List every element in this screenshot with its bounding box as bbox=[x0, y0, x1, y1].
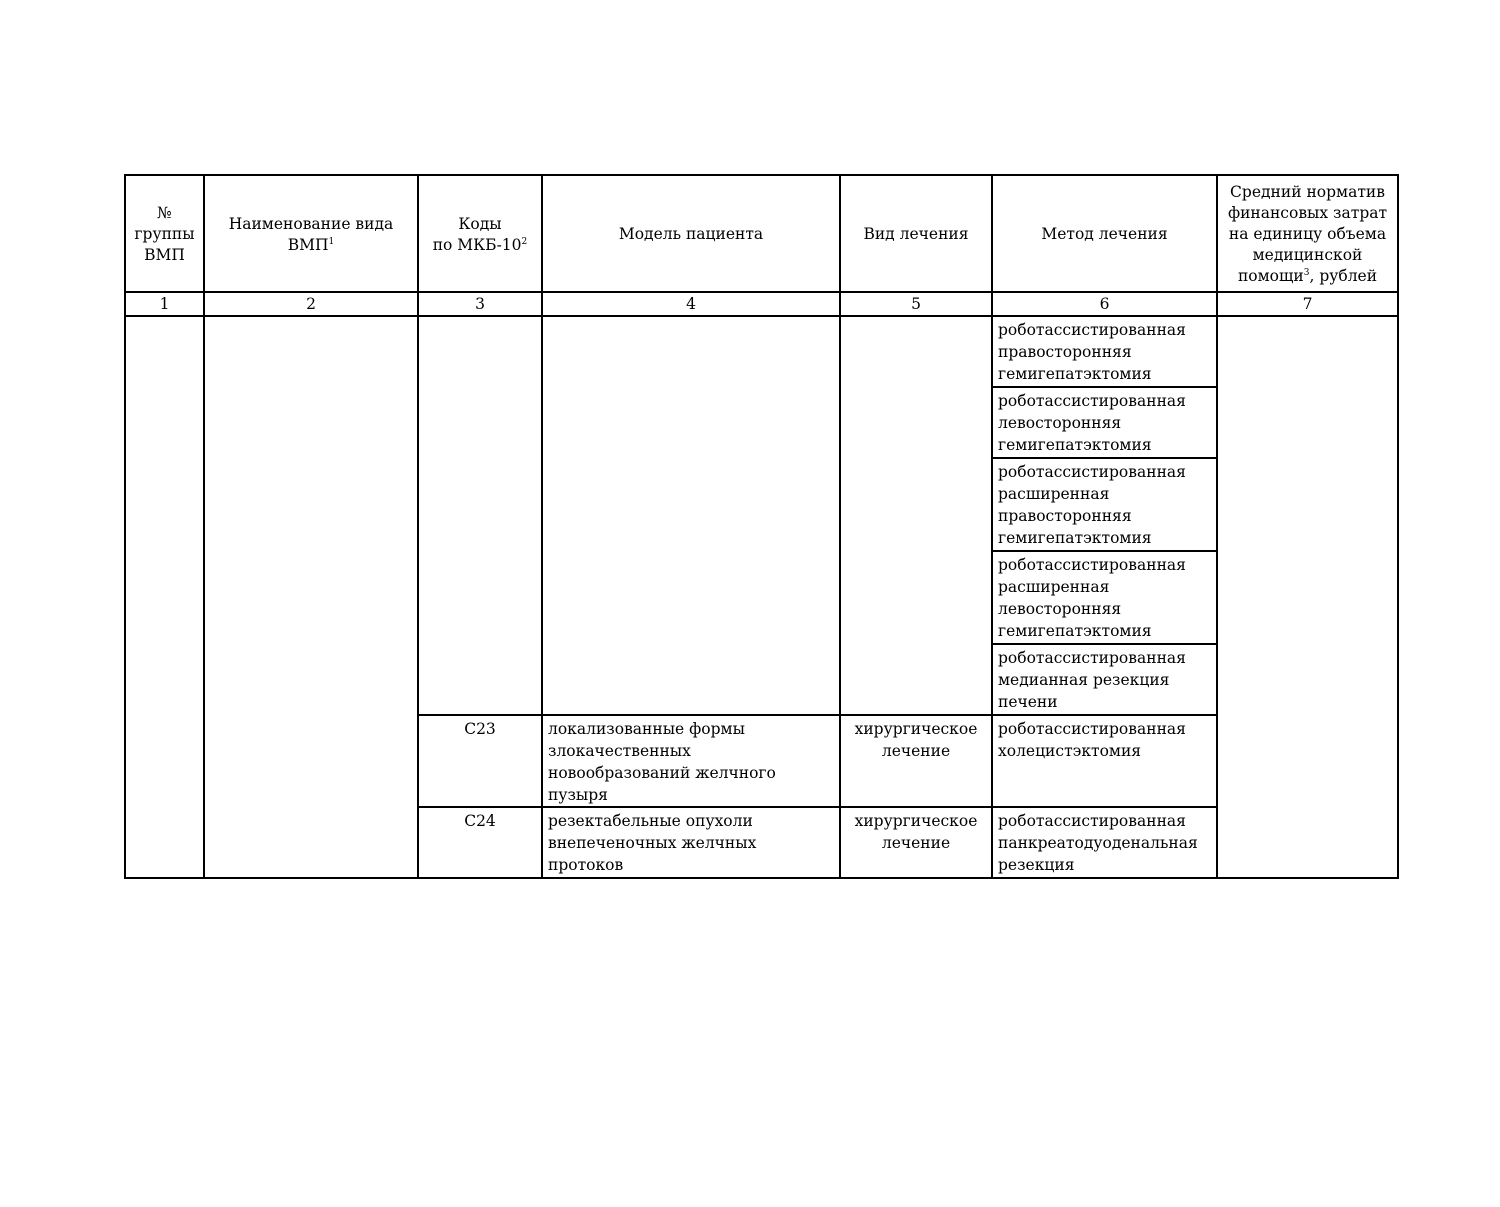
treatment-method-cell: роботассистированная расширенная правосторонняя гемигепатэктомия bbox=[992, 458, 1217, 551]
header-cost-standard-unit: , рублей bbox=[1309, 267, 1378, 285]
treatment-method-cell: роботассистированная панкреатодуоденальная резекция bbox=[992, 807, 1217, 878]
table-row bbox=[125, 316, 1398, 387]
header-icd-codes bbox=[418, 175, 542, 292]
treatment-method-cell: роботассистированная правосторонняя гемигепатэктомия bbox=[992, 316, 1217, 387]
header-vmp-name-text: Наименование вида ВМП bbox=[228, 214, 394, 254]
group-number-cell bbox=[125, 316, 204, 878]
header-group-number bbox=[125, 175, 204, 292]
header-cost-standard bbox=[1217, 175, 1398, 292]
column-number: 6 bbox=[992, 292, 1217, 316]
header-treatment-type bbox=[840, 175, 992, 292]
header-patient-model bbox=[542, 175, 840, 292]
treatment-method-cell: роботассистированная холецистэктомия bbox=[992, 715, 1217, 807]
column-number: 7 bbox=[1217, 292, 1398, 316]
column-number: 5 bbox=[840, 292, 992, 316]
header-treatment-type-text: Вид лечения bbox=[863, 225, 969, 243]
treatment-method-cell: роботассистированная расширенная левосторонняя гемигепатэктомия bbox=[992, 551, 1217, 644]
treatment-type-cell bbox=[840, 316, 992, 715]
treatment-method-cell: роботассистированная левосторонняя гемигепатэктомия bbox=[992, 387, 1217, 458]
header-vmp-name bbox=[204, 175, 418, 292]
vmp-name-cell bbox=[204, 316, 418, 878]
treatment-type-cell: хирургическое лечение bbox=[840, 807, 992, 878]
header-icd-codes-line1: Коды bbox=[458, 214, 502, 233]
header-cost-standard-text: Средний норматив финансовых затрат на единицу объема медицинской помощи bbox=[1227, 183, 1388, 285]
footnote-mark-3: 3 bbox=[1303, 268, 1310, 278]
icd-code-cell: C23 bbox=[418, 715, 542, 807]
header-treatment-method bbox=[992, 175, 1217, 292]
footnote-mark-2: 2 bbox=[521, 236, 528, 247]
header-row bbox=[125, 175, 1398, 292]
column-number: 2 bbox=[204, 292, 418, 316]
patient-model-cell: резектабельные опухоли внепеченочных желчных протоков bbox=[542, 807, 840, 878]
header-icd-codes-line2: по МКБ-10 bbox=[432, 235, 522, 254]
column-number: 3 bbox=[418, 292, 542, 316]
icd-code-cell: C24 bbox=[418, 807, 542, 878]
header-group-number-text: № группы ВМП bbox=[134, 204, 195, 264]
patient-model-cell: локализованные формы злокачественных новообразований желчного пузыря bbox=[542, 715, 840, 807]
icd-code-cell bbox=[418, 316, 542, 715]
column-number: 4 bbox=[542, 292, 840, 316]
header-treatment-method-text: Метод лечения bbox=[1041, 225, 1168, 243]
column-number: 1 bbox=[125, 292, 204, 316]
column-number-row bbox=[125, 292, 1398, 316]
footnote-mark-1: 1 bbox=[328, 236, 335, 247]
cost-standard-cell bbox=[1217, 316, 1398, 878]
treatment-type-cell: хирургическое лечение bbox=[840, 715, 992, 807]
medical-care-table bbox=[124, 174, 1399, 879]
treatment-method-cell: роботассистированная медианная резекция печени bbox=[992, 644, 1217, 715]
patient-model-cell bbox=[542, 316, 840, 715]
header-patient-model-text: Модель пациента bbox=[618, 225, 764, 243]
